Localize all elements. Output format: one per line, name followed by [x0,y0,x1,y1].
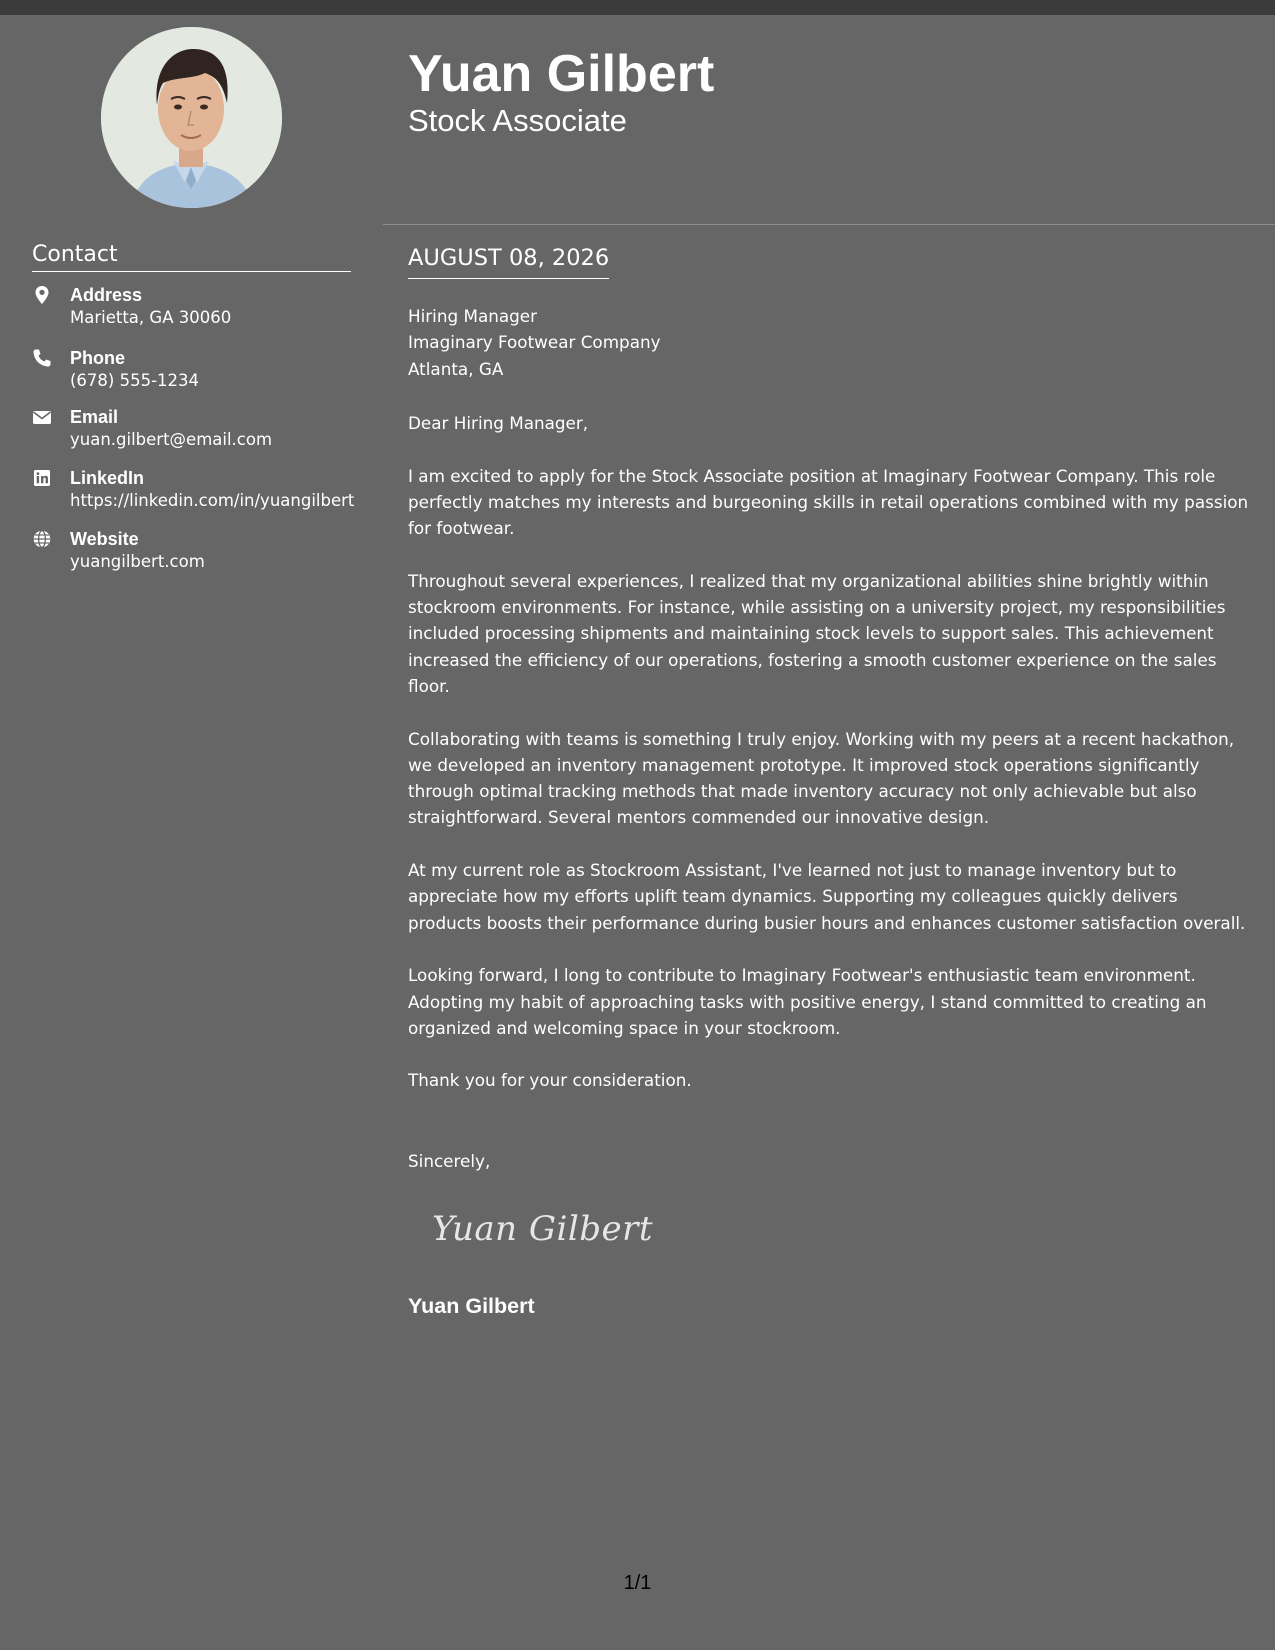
top-bar [0,0,1275,15]
recipient-company: Imaginary Footwear Company [408,332,661,353]
contact-item-website [32,527,357,573]
contact-label: Website [70,529,139,549]
closing: Sincerely, [408,1151,491,1171]
paragraph: I am excited to apply for the Stock Associate position at Imaginary Footwear Company. This role perfectly matches my interests and burgeoning skills in retail operations combined with my passion for footwear. [408,465,1249,539]
email-value[interactable]: yuan.gilbert@email.com [70,430,273,449]
letter-body [408,410,1253,1120]
contact-item-phone [32,346,357,392]
website-value[interactable]: yuangilbert.com [70,552,205,571]
contact-item-email [32,405,357,451]
header-divider [383,224,1275,225]
globe-icon [32,529,52,549]
contact-heading: Contact [32,240,351,272]
signer-name: Yuan Gilbert [408,1294,535,1318]
signature: Yuan Gilbert [432,1209,654,1249]
paragraph: Throughout several experiences, I realized that my organizational abilities shine brightly within stockroom environments. For instance, while assisting on a university project, my responsibilities included processing shipments and maintaining stock levels to support sales. This achievement increased the efficiency of our operations, fostering a smooth customer experience on the sales floor. [408,570,1226,696]
profile-photo [101,27,282,208]
letter-date: AUGUST 08, 2026 [408,243,609,279]
phone-value: (678) 555-1234 [70,371,200,390]
contact-label: LinkedIn [70,468,145,488]
page-number: 1/1 [623,1572,652,1594]
contact-item-linkedin [32,466,357,512]
contact-label: Address [70,285,143,305]
contact-label: Email [70,407,119,427]
contact-label: Phone [70,348,126,368]
paragraph: Thank you for your consideration. [408,1070,692,1091]
phone-icon [32,348,52,368]
contact-item-address [32,283,357,329]
linkedin-icon [32,468,52,488]
recipient-name: Hiring Manager [408,306,538,326]
contact-list [32,283,357,586]
recipient-location: Atlanta, GA [408,358,504,379]
salutation: Dear Hiring Manager, [408,413,589,433]
linkedin-value[interactable]: https://linkedin.com/in/yuangilbert [70,491,355,510]
location-pin-icon [32,285,52,305]
applicant-name: Yuan Gilbert [408,45,715,103]
job-title: Stock Associate [408,103,627,138]
paragraph: Looking forward, I long to contribute to Imaginary Footwear's enthusiastic team environment. Adopting my habit of approaching tasks with positive energy, I stand committed to creating an organized and welcoming space in your stockroom. [408,965,1207,1038]
envelope-icon [32,407,52,427]
paragraph: At my current role as Stockroom Assistant, I've learned not just to manage inventory but to appreciate how my efforts uplift team dynamics. Supporting my colleagues quickly delivers products boosts their performance during busier hours and enhances customer satisfaction overall. [408,860,1246,933]
address-value: Marietta, GA 30060 [70,308,232,327]
paragraph: Collaborating with teams is something I truly enjoy. Working with my peers at a recent hackathon, we developed an inventory management prototype. It improved stock operations significantly through optimal tracking methods that made inventory accuracy not only achievable but also straightforward. Several mentors commended our innovative design. [408,728,1235,828]
recipient-block [408,303,1248,382]
